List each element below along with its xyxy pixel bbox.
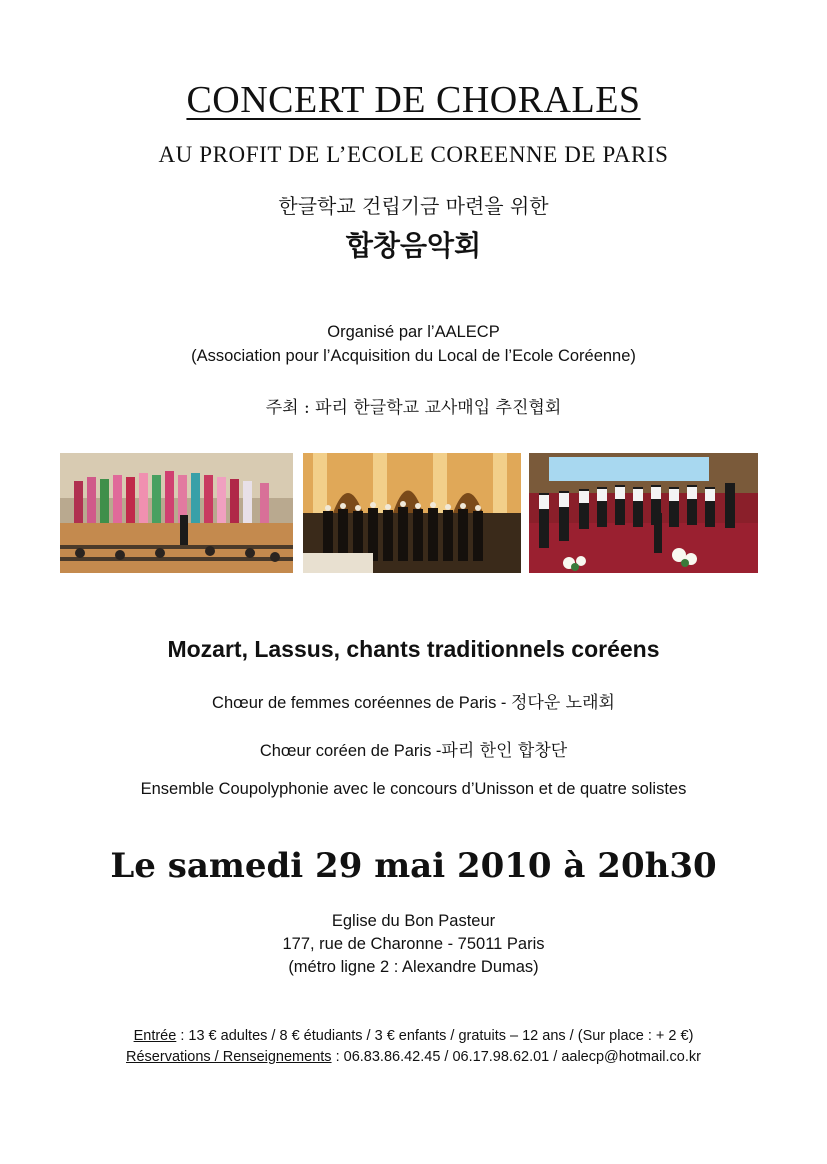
reservation-label: Réservations / Renseignements (126, 1049, 332, 1065)
venue-metro: (métro ligne 2 : Alexandre Dumas) (288, 958, 539, 976)
choir-korean (0, 736, 827, 761)
korean-title: 합창음악회 (345, 229, 482, 262)
reservation-info (0, 1049, 827, 1065)
choir-korean-kr: 파리 한인 합창단 (441, 741, 568, 761)
photo-church-choir (303, 453, 521, 573)
venue-address: 177, rue de Charonne - 75011 Paris (282, 935, 545, 953)
choir-korean-fr: Chœur coréen de Paris - (259, 742, 442, 760)
choir-womens-kr: 정다운 노래회 (511, 693, 615, 713)
choir-womens-fr: Chœur de femmes coréennes de Paris - (212, 694, 511, 712)
photo-stage-choir (529, 453, 758, 573)
concert-subtitle: AU PROFIT DE L’ECOLE COREENNE DE PARIS (158, 142, 669, 167)
korean-subtitle: 한글학교 건립기금 마련을 위한 (278, 194, 549, 218)
program-heading: Mozart, Lassus, chants traditionnels coréens (167, 636, 660, 662)
choir-ensemble-fr: Ensemble Coupolyphonie avec le concours d’Unisson et de quatre solistes (140, 780, 687, 798)
entry-pricing (0, 1028, 827, 1044)
organizer-line: Organisé par l’AALECP (327, 323, 500, 341)
event-date: Le samedi 29 mai 2010 à 20h30 (110, 846, 717, 886)
concert-title: CONCERT DE CHORALES (186, 79, 641, 121)
entry-label: Entrée (133, 1028, 177, 1044)
photo-womens-choir (60, 453, 293, 573)
venue-name: Eglise du Bon Pasteur (331, 912, 496, 930)
choir-ensemble (0, 780, 827, 799)
choir-womens (0, 688, 827, 713)
organizer-korean: 주최 : 파리 한글학교 교사매입 추진협회 (265, 398, 562, 418)
photo-strip (60, 453, 758, 573)
reservation-text: : 06.83.86.42.45 / 06.17.98.62.01 / aalecp@hotmail.co.kr (331, 1049, 701, 1065)
organizer-full-name: (Association pour l’Acquisition du Local de l’Ecole Coréenne) (191, 347, 636, 365)
entry-text: : 13 € adultes / 8 € étudiants / 3 € enfants / gratuits – 12 ans / (Sur place : + 2 €) (176, 1028, 694, 1044)
